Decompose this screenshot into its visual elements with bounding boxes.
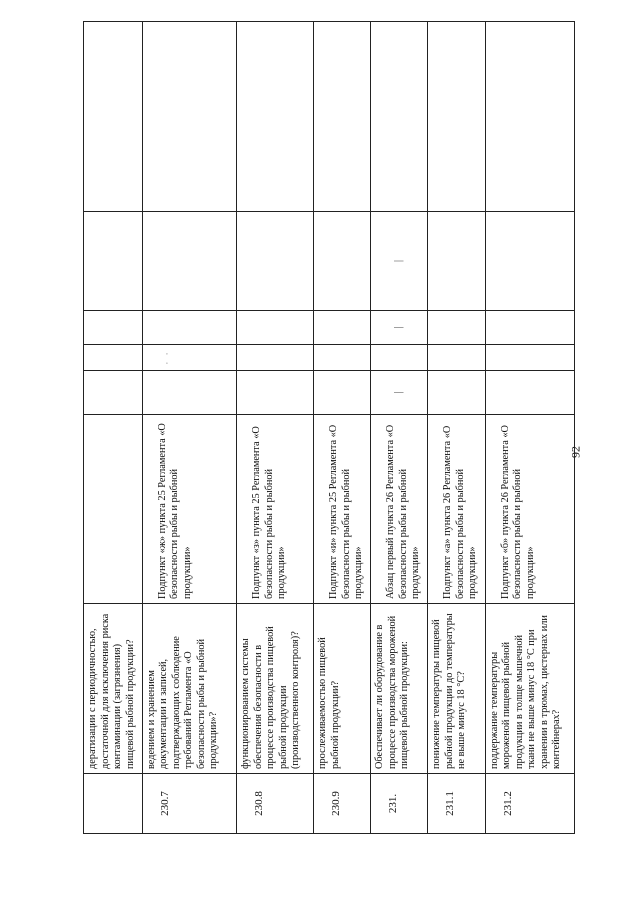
answer-no-cell bbox=[314, 345, 371, 371]
reference-cell: Абзац первый пункта 26 Регламента «О безопасности рыбы и рыбной продукции» bbox=[371, 415, 428, 604]
table-row bbox=[428, 22, 486, 834]
answer-no-cell bbox=[371, 345, 428, 371]
answer-na-cell bbox=[371, 311, 428, 345]
table-frame bbox=[83, 22, 575, 834]
reference-cell: Подпункт «б» пункта 26 Регламента «О безопасности рыбы и рыбной продукции» bbox=[485, 415, 574, 604]
reference-cell: Подпункт «и» пункта 25 Регламента «О безопасности рыбы и рыбной продукции» bbox=[314, 415, 371, 604]
question-cell: дератизации с периодичностью, достаточной для исключения риска контаминации (загрязнения) пищевой рыбной продукции? bbox=[84, 604, 143, 774]
answer-yes-cell bbox=[428, 371, 486, 415]
dash-mark: | bbox=[393, 326, 405, 329]
row-number: 230.8 bbox=[237, 774, 314, 834]
answer-no-cell bbox=[485, 345, 574, 371]
answer-yes-cell bbox=[371, 371, 428, 415]
row-number bbox=[84, 774, 143, 834]
comment-cell bbox=[237, 22, 314, 212]
reference-cell: Подпункт «а» пункта 26 Регламента «О безопасности рыбы и рыбной продукции» bbox=[428, 415, 486, 604]
note-cell bbox=[314, 212, 371, 311]
answer-na-cell bbox=[428, 311, 486, 345]
note-cell bbox=[485, 212, 574, 311]
comment-cell bbox=[485, 22, 574, 212]
reference-cell bbox=[84, 415, 143, 604]
note-cell bbox=[371, 212, 428, 311]
dash-mark: | bbox=[393, 391, 405, 394]
answer-no-cell bbox=[237, 345, 314, 371]
dash-mark: | bbox=[393, 260, 405, 263]
answer-na-cell bbox=[485, 311, 574, 345]
answer-yes-cell bbox=[142, 371, 237, 415]
question-cell: Обеспечивает ли оборудование в процессе производства мороженой пищевой рыбной продукции: bbox=[371, 604, 428, 774]
question-cell: прослеживаемостью пищевой рыбной продукции? bbox=[314, 604, 371, 774]
table-row bbox=[84, 22, 143, 834]
answer-no-cell bbox=[84, 345, 143, 371]
answer-no-cell bbox=[428, 345, 486, 371]
answer-yes-cell bbox=[84, 371, 143, 415]
answer-yes-cell bbox=[314, 371, 371, 415]
note-cell bbox=[84, 212, 143, 311]
comment-cell bbox=[84, 22, 143, 212]
requirements-table bbox=[83, 21, 575, 834]
note-cell bbox=[237, 212, 314, 311]
answer-yes-cell bbox=[485, 371, 574, 415]
table-row bbox=[142, 22, 237, 834]
question-cell: поддержание температуры мороженой пищевой рыбной продукции в толще мышечной ткани не выше минус 18 °С при хранении в трюмах, цистернах или контейнерах? bbox=[485, 604, 574, 774]
row-number: 231.1 bbox=[428, 774, 486, 834]
faint-mark: · · bbox=[161, 350, 172, 365]
note-cell bbox=[428, 212, 486, 311]
question-cell: функционированием системы обеспечения безопасности в процессе производства пищевой рыбной продукции (производственного контроля)? bbox=[237, 604, 314, 774]
comment-cell bbox=[314, 22, 371, 212]
row-number: 231.2 bbox=[485, 774, 574, 834]
row-number: 230.9 bbox=[314, 774, 371, 834]
table-row bbox=[314, 22, 371, 834]
question-cell: ведением и хранением документации и записей, подтверждающих соблюдение требований Регламента «О безопасности рыбы и рыбной продукции»? bbox=[142, 604, 237, 774]
answer-na-cell bbox=[84, 311, 143, 345]
question-cell: понижение температуры пищевой рыбной продукции до температуры не выше минус 18 °С? bbox=[428, 604, 486, 774]
table-row bbox=[485, 22, 574, 834]
table-row bbox=[371, 22, 428, 834]
reference-cell: Подпункт «ж» пункта 25 Регламента «О безопасности рыбы и рыбной продукции» bbox=[142, 415, 237, 604]
answer-na-cell bbox=[142, 311, 237, 345]
answer-na-cell bbox=[314, 311, 371, 345]
answer-na-cell bbox=[237, 311, 314, 345]
reference-cell: Подпункт «з» пункта 25 Регламента «О безопасности рыбы и рыбной продукции» bbox=[237, 415, 314, 604]
row-number: 230.7 bbox=[142, 774, 237, 834]
row-number: 231. bbox=[371, 774, 428, 834]
note-cell bbox=[142, 212, 237, 311]
comment-cell bbox=[371, 22, 428, 212]
page-number: 92 bbox=[568, 446, 583, 458]
comment-cell bbox=[142, 22, 237, 212]
table-row bbox=[237, 22, 314, 834]
answer-yes-cell bbox=[237, 371, 314, 415]
answer-no-cell bbox=[142, 345, 237, 371]
comment-cell bbox=[428, 22, 486, 212]
